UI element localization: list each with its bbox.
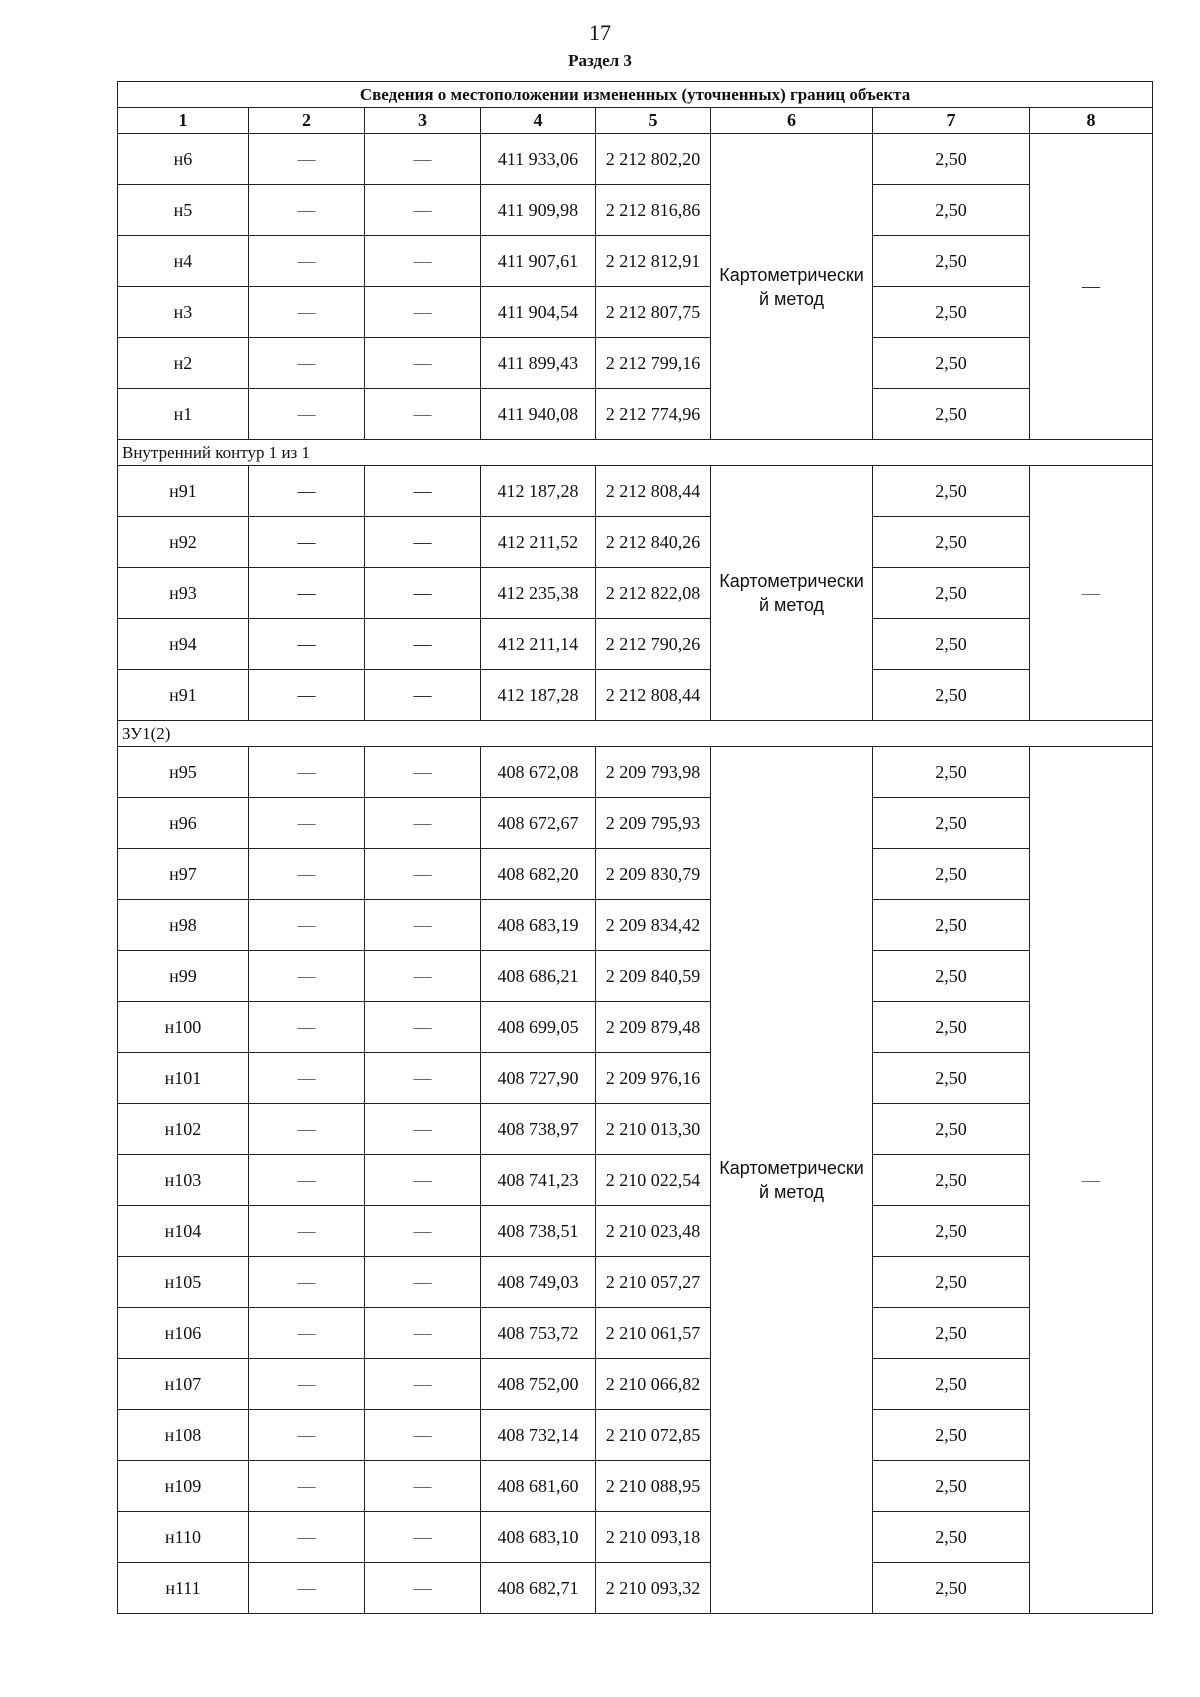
- col2-value: —: [249, 236, 365, 287]
- accuracy-value: 2,50: [873, 1206, 1030, 1257]
- point-name: н95: [118, 747, 249, 798]
- method-cell: Картометрически й метод: [711, 466, 873, 721]
- x-coordinate: 408 681,60: [481, 1461, 596, 1512]
- table-row: [118, 1155, 1153, 1206]
- col3-value: —: [365, 1002, 481, 1053]
- table-row: [118, 568, 1153, 619]
- accuracy-value: 2,50: [873, 798, 1030, 849]
- y-coordinate: 2 212 808,44: [596, 670, 711, 721]
- point-name: н106: [118, 1308, 249, 1359]
- point-name: н1: [118, 389, 249, 440]
- point-name: н97: [118, 849, 249, 900]
- col3-value: —: [365, 1512, 481, 1563]
- contour-label-row: [118, 721, 1153, 747]
- table-row: [118, 134, 1153, 185]
- point-name: н111: [118, 1563, 249, 1614]
- col8-value: —: [1030, 134, 1153, 440]
- point-name: н99: [118, 951, 249, 1002]
- table-row: [118, 185, 1153, 236]
- point-name: н98: [118, 900, 249, 951]
- y-coordinate: 2 210 022,54: [596, 1155, 711, 1206]
- x-coordinate: 411 899,43: [481, 338, 596, 389]
- table-row: [118, 1461, 1153, 1512]
- x-coordinate: 408 749,03: [481, 1257, 596, 1308]
- col2-value: —: [249, 1206, 365, 1257]
- col2-value: —: [249, 1155, 365, 1206]
- table-row: [118, 1002, 1153, 1053]
- col3-value: —: [365, 1104, 481, 1155]
- col3-value: —: [365, 849, 481, 900]
- table-row: [118, 1206, 1153, 1257]
- col2-value: —: [249, 1512, 365, 1563]
- point-name: н2: [118, 338, 249, 389]
- col3-value: —: [365, 1308, 481, 1359]
- y-coordinate: 2 212 802,20: [596, 134, 711, 185]
- accuracy-value: 2,50: [873, 1053, 1030, 1104]
- accuracy-value: 2,50: [873, 287, 1030, 338]
- col3-value: —: [365, 1563, 481, 1614]
- table-row: [118, 900, 1153, 951]
- col2-value: —: [249, 619, 365, 670]
- y-coordinate: 2 209 793,98: [596, 747, 711, 798]
- accuracy-value: 2,50: [873, 134, 1030, 185]
- table-title-row: [118, 82, 1153, 108]
- table-row: [118, 1563, 1153, 1614]
- point-name: н100: [118, 1002, 249, 1053]
- y-coordinate: 2 209 795,93: [596, 798, 711, 849]
- column-header: 6: [711, 108, 873, 134]
- y-coordinate: 2 210 072,85: [596, 1410, 711, 1461]
- x-coordinate: 408 738,97: [481, 1104, 596, 1155]
- point-name: н109: [118, 1461, 249, 1512]
- method-cell: Картометрически й метод: [711, 747, 873, 1614]
- col3-value: —: [365, 951, 481, 1002]
- col3-value: —: [365, 517, 481, 568]
- col3-value: —: [365, 568, 481, 619]
- accuracy-value: 2,50: [873, 849, 1030, 900]
- col2-value: —: [249, 951, 365, 1002]
- point-name: н4: [118, 236, 249, 287]
- accuracy-value: 2,50: [873, 670, 1030, 721]
- point-name: н103: [118, 1155, 249, 1206]
- column-header: 4: [481, 108, 596, 134]
- column-header: 3: [365, 108, 481, 134]
- col2-value: —: [249, 670, 365, 721]
- x-coordinate: 408 699,05: [481, 1002, 596, 1053]
- point-name: н91: [118, 670, 249, 721]
- x-coordinate: 408 686,21: [481, 951, 596, 1002]
- table-row: [118, 619, 1153, 670]
- col3-value: —: [365, 1461, 481, 1512]
- table-row: [118, 849, 1153, 900]
- x-coordinate: 411 907,61: [481, 236, 596, 287]
- point-name: н5: [118, 185, 249, 236]
- table-row: [118, 747, 1153, 798]
- col2-value: —: [249, 1461, 365, 1512]
- method-cell: Картометрически й метод: [711, 134, 873, 440]
- accuracy-value: 2,50: [873, 517, 1030, 568]
- point-name: н108: [118, 1410, 249, 1461]
- accuracy-value: 2,50: [873, 1155, 1030, 1206]
- col3-value: —: [365, 134, 481, 185]
- col3-value: —: [365, 338, 481, 389]
- table-title: Сведения о местоположении измененных (уточненных) границ объекта: [118, 82, 1153, 108]
- col2-value: —: [249, 1104, 365, 1155]
- table-row: [118, 389, 1153, 440]
- accuracy-value: 2,50: [873, 389, 1030, 440]
- accuracy-value: 2,50: [873, 900, 1030, 951]
- col2-value: —: [249, 1308, 365, 1359]
- col3-value: —: [365, 747, 481, 798]
- point-name: н102: [118, 1104, 249, 1155]
- point-name: н92: [118, 517, 249, 568]
- col8-value: —: [1030, 747, 1153, 1614]
- y-coordinate: 2 210 061,57: [596, 1308, 711, 1359]
- accuracy-value: 2,50: [873, 1461, 1030, 1512]
- y-coordinate: 2 212 822,08: [596, 568, 711, 619]
- column-header: 5: [596, 108, 711, 134]
- point-name: н104: [118, 1206, 249, 1257]
- point-name: н105: [118, 1257, 249, 1308]
- x-coordinate: 411 940,08: [481, 389, 596, 440]
- col3-value: —: [365, 287, 481, 338]
- col2-value: —: [249, 1359, 365, 1410]
- y-coordinate: 2 210 066,82: [596, 1359, 711, 1410]
- x-coordinate: 408 752,00: [481, 1359, 596, 1410]
- col2-value: —: [249, 1563, 365, 1614]
- x-coordinate: 408 732,14: [481, 1410, 596, 1461]
- table-row: [118, 951, 1153, 1002]
- contour-label: Внутренний контур 1 из 1: [118, 440, 1153, 466]
- column-header-row: [118, 108, 1153, 134]
- contour-label: ЗУ1(2): [118, 721, 1153, 747]
- accuracy-value: 2,50: [873, 1359, 1030, 1410]
- y-coordinate: 2 210 093,32: [596, 1563, 711, 1614]
- accuracy-value: 2,50: [873, 1104, 1030, 1155]
- accuracy-value: 2,50: [873, 1002, 1030, 1053]
- accuracy-value: 2,50: [873, 1410, 1030, 1461]
- table-row: [118, 1410, 1153, 1461]
- y-coordinate: 2 209 840,59: [596, 951, 711, 1002]
- accuracy-value: 2,50: [873, 951, 1030, 1002]
- x-coordinate: 408 727,90: [481, 1053, 596, 1104]
- y-coordinate: 2 209 879,48: [596, 1002, 711, 1053]
- col2-value: —: [249, 185, 365, 236]
- x-coordinate: 411 904,54: [481, 287, 596, 338]
- accuracy-value: 2,50: [873, 568, 1030, 619]
- col3-value: —: [365, 236, 481, 287]
- table-row: [118, 1512, 1153, 1563]
- x-coordinate: 408 753,72: [481, 1308, 596, 1359]
- col8-value: —: [1030, 466, 1153, 721]
- col3-value: —: [365, 1410, 481, 1461]
- y-coordinate: 2 212 807,75: [596, 287, 711, 338]
- col3-value: —: [365, 1053, 481, 1104]
- table-row: [118, 670, 1153, 721]
- x-coordinate: 412 187,28: [481, 670, 596, 721]
- col2-value: —: [249, 338, 365, 389]
- table-row: [118, 1104, 1153, 1155]
- x-coordinate: 411 909,98: [481, 185, 596, 236]
- table-row: [118, 1359, 1153, 1410]
- col3-value: —: [365, 1359, 481, 1410]
- col2-value: —: [249, 389, 365, 440]
- x-coordinate: 408 741,23: [481, 1155, 596, 1206]
- col2-value: —: [249, 1053, 365, 1104]
- y-coordinate: 2 212 799,16: [596, 338, 711, 389]
- y-coordinate: 2 210 088,95: [596, 1461, 711, 1512]
- y-coordinate: 2 212 774,96: [596, 389, 711, 440]
- point-name: н91: [118, 466, 249, 517]
- point-name: н93: [118, 568, 249, 619]
- y-coordinate: 2 210 023,48: [596, 1206, 711, 1257]
- col3-value: —: [365, 389, 481, 440]
- column-header: 2: [249, 108, 365, 134]
- col3-value: —: [365, 900, 481, 951]
- col3-value: —: [365, 1206, 481, 1257]
- y-coordinate: 2 210 093,18: [596, 1512, 711, 1563]
- y-coordinate: 2 212 812,91: [596, 236, 711, 287]
- table-row: [118, 1308, 1153, 1359]
- table-row: [118, 1257, 1153, 1308]
- table-row: [118, 287, 1153, 338]
- point-name: н3: [118, 287, 249, 338]
- x-coordinate: 412 235,38: [481, 568, 596, 619]
- x-coordinate: 412 211,14: [481, 619, 596, 670]
- x-coordinate: 408 672,08: [481, 747, 596, 798]
- col2-value: —: [249, 1257, 365, 1308]
- y-coordinate: 2 209 834,42: [596, 900, 711, 951]
- table-row: [118, 338, 1153, 389]
- table-row: [118, 236, 1153, 287]
- col2-value: —: [249, 568, 365, 619]
- col2-value: —: [249, 287, 365, 338]
- column-header: 8: [1030, 108, 1153, 134]
- col3-value: —: [365, 619, 481, 670]
- y-coordinate: 2 212 808,44: [596, 466, 711, 517]
- accuracy-value: 2,50: [873, 747, 1030, 798]
- point-name: н94: [118, 619, 249, 670]
- col2-value: —: [249, 900, 365, 951]
- col2-value: —: [249, 1410, 365, 1461]
- x-coordinate: 408 738,51: [481, 1206, 596, 1257]
- col2-value: —: [249, 747, 365, 798]
- table-row: [118, 1053, 1153, 1104]
- x-coordinate: 408 672,67: [481, 798, 596, 849]
- x-coordinate: 412 211,52: [481, 517, 596, 568]
- table-row: [118, 466, 1153, 517]
- accuracy-value: 2,50: [873, 338, 1030, 389]
- x-coordinate: 408 682,20: [481, 849, 596, 900]
- y-coordinate: 2 209 976,16: [596, 1053, 711, 1104]
- col2-value: —: [249, 849, 365, 900]
- point-name: н6: [118, 134, 249, 185]
- accuracy-value: 2,50: [873, 1257, 1030, 1308]
- accuracy-value: 2,50: [873, 619, 1030, 670]
- col3-value: —: [365, 185, 481, 236]
- accuracy-value: 2,50: [873, 236, 1030, 287]
- point-name: н110: [118, 1512, 249, 1563]
- point-name: н96: [118, 798, 249, 849]
- column-header: 1: [118, 108, 249, 134]
- column-header: 7: [873, 108, 1030, 134]
- y-coordinate: 2 210 057,27: [596, 1257, 711, 1308]
- col3-value: —: [365, 466, 481, 517]
- point-name: н101: [118, 1053, 249, 1104]
- col3-value: —: [365, 798, 481, 849]
- col2-value: —: [249, 134, 365, 185]
- accuracy-value: 2,50: [873, 466, 1030, 517]
- x-coordinate: 408 683,10: [481, 1512, 596, 1563]
- accuracy-value: 2,50: [873, 1308, 1030, 1359]
- accuracy-value: 2,50: [873, 1512, 1030, 1563]
- accuracy-value: 2,50: [873, 185, 1030, 236]
- y-coordinate: 2 209 830,79: [596, 849, 711, 900]
- y-coordinate: 2 212 790,26: [596, 619, 711, 670]
- x-coordinate: 412 187,28: [481, 466, 596, 517]
- col2-value: —: [249, 517, 365, 568]
- col2-value: —: [249, 1002, 365, 1053]
- point-name: н107: [118, 1359, 249, 1410]
- table-row: [118, 798, 1153, 849]
- col2-value: —: [249, 798, 365, 849]
- y-coordinate: 2 210 013,30: [596, 1104, 711, 1155]
- col3-value: —: [365, 670, 481, 721]
- col2-value: —: [249, 466, 365, 517]
- y-coordinate: 2 212 816,86: [596, 185, 711, 236]
- x-coordinate: 408 683,19: [481, 900, 596, 951]
- table-row: [118, 517, 1153, 568]
- page-number: 17: [589, 20, 611, 45]
- y-coordinate: 2 212 840,26: [596, 517, 711, 568]
- boundary-coordinates-table: [117, 81, 1153, 1614]
- contour-label-row: [118, 440, 1153, 466]
- x-coordinate: 408 682,71: [481, 1563, 596, 1614]
- accuracy-value: 2,50: [873, 1563, 1030, 1614]
- section-title: Раздел 3: [568, 51, 632, 70]
- x-coordinate: 411 933,06: [481, 134, 596, 185]
- col3-value: —: [365, 1155, 481, 1206]
- col3-value: —: [365, 1257, 481, 1308]
